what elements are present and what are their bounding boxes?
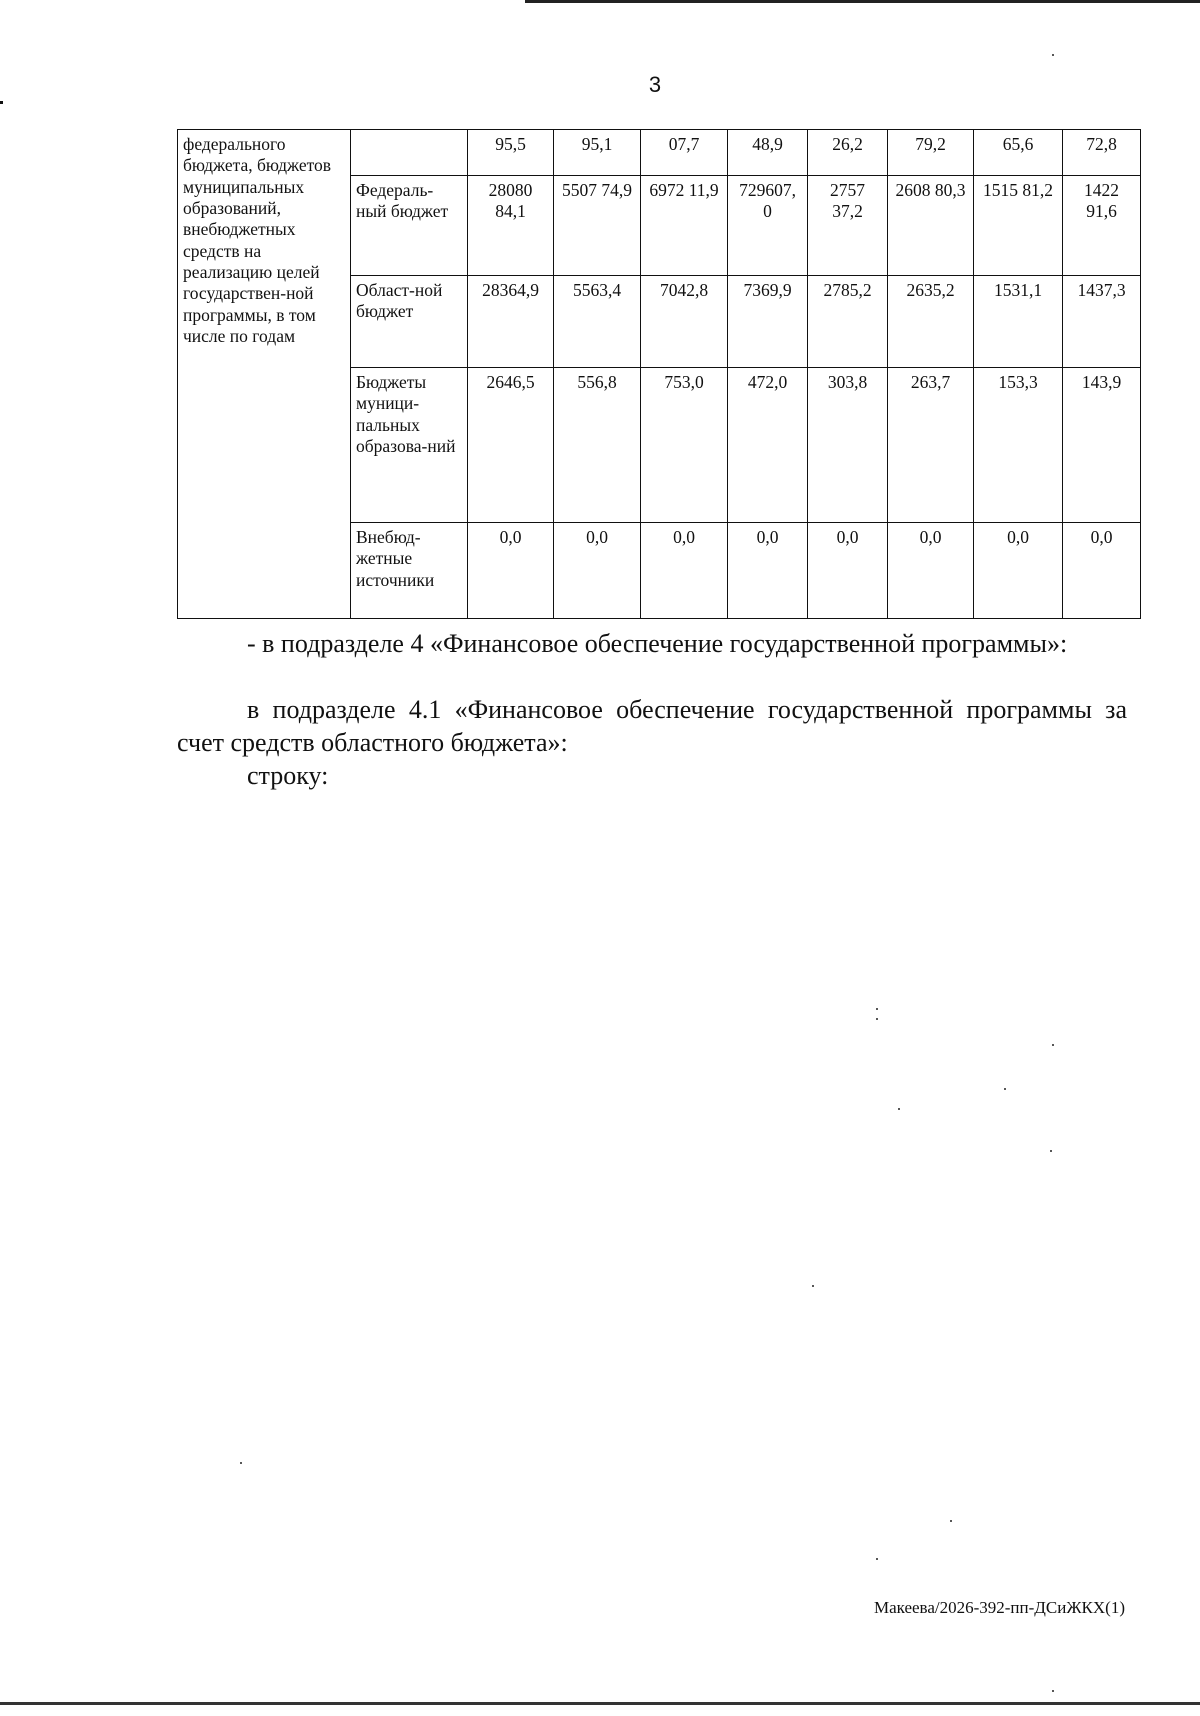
table-cell: 6972 11,9 <box>641 176 728 276</box>
scan-speck <box>1052 1044 1054 1046</box>
table-description-cell: федерального бюджета, бюджетов муниципальных образований, внебюджетных средств на реализацию целей государствен-ной программы, в том числе по годам <box>178 130 351 619</box>
table-row-label: Бюджеты муници-пальных образова-ний <box>351 368 468 523</box>
table-cell: 729607, 0 <box>728 176 808 276</box>
scan-speck <box>950 1520 952 1522</box>
table-cell: 5563,4 <box>554 276 641 368</box>
table-row-label: Федераль-ный бюджет <box>351 176 468 276</box>
table-cell: 7369,9 <box>728 276 808 368</box>
scan-speck <box>898 1108 900 1110</box>
table-cell: 7042,8 <box>641 276 728 368</box>
table-cell: 1515 81,2 <box>974 176 1063 276</box>
table-row-label <box>351 130 468 176</box>
table-cell: 95,1 <box>554 130 641 176</box>
table-cell: 0,0 <box>728 523 808 619</box>
scan-speck <box>876 1018 878 1020</box>
scan-speck <box>1052 1690 1054 1692</box>
table-cell: 0,0 <box>888 523 974 619</box>
table-cell: 28364,9 <box>468 276 554 368</box>
scan-speck <box>1052 54 1054 56</box>
table-cell: 2608 80,3 <box>888 176 974 276</box>
table-cell: 753,0 <box>641 368 728 523</box>
table-row-label: Внебюд-жетные источники <box>351 523 468 619</box>
document-code: Макеева/2026-392-пп-ДСиЖКХ(1) <box>873 1598 1125 1617</box>
table-cell: 0,0 <box>468 523 554 619</box>
table-cell: 0,0 <box>554 523 641 619</box>
table-cell: 472,0 <box>728 368 808 523</box>
paragraph-subsection-4: - в подразделе 4 «Финансовое обеспечение государственной программы»: <box>247 629 1068 658</box>
scan-speck <box>240 1462 242 1464</box>
table-cell: 0,0 <box>1063 523 1141 619</box>
table-cell: 1531,1 <box>974 276 1063 368</box>
table-cell: 556,8 <box>554 368 641 523</box>
table-cell: 28080 84,1 <box>468 176 554 276</box>
table-cell: 48,9 <box>728 130 808 176</box>
table-cell: 95,5 <box>468 130 554 176</box>
paragraph-subsection-4-1: в подразделе 4.1 «Финансовое обеспечение государственной программы за счет средств областного бюджета»: <box>177 695 1127 757</box>
table-cell: 0,0 <box>808 523 888 619</box>
table-cell: 0,0 <box>641 523 728 619</box>
table-cell: 65,6 <box>974 130 1063 176</box>
table-cell: 0,0 <box>974 523 1063 619</box>
table-cell: 1422 91,6 <box>1063 176 1141 276</box>
table-cell: 5507 74,9 <box>554 176 641 276</box>
table-cell: 07,7 <box>641 130 728 176</box>
table-cell: 303,8 <box>808 368 888 523</box>
scan-speck <box>876 1558 878 1560</box>
table-cell: 26,2 <box>808 130 888 176</box>
table-cell: 143,9 <box>1063 368 1141 523</box>
table-cell: 2785,2 <box>808 276 888 368</box>
table-row-label: Област-ной бюджет <box>351 276 468 368</box>
budget-table <box>177 129 1141 619</box>
scan-speck <box>1004 1088 1006 1090</box>
table-cell: 72,8 <box>1063 130 1141 176</box>
table-row <box>178 130 1141 176</box>
scan-edge-top <box>525 0 1200 3</box>
table-cell: 79,2 <box>888 130 974 176</box>
scan-mark <box>0 101 3 104</box>
scan-speck <box>812 1285 814 1287</box>
table-cell: 1437,3 <box>1063 276 1141 368</box>
scan-speck <box>1050 1150 1052 1152</box>
scan-speck <box>876 1008 878 1010</box>
table-cell: 2757 37,2 <box>808 176 888 276</box>
table-cell: 2646,5 <box>468 368 554 523</box>
table-cell: 263,7 <box>888 368 974 523</box>
scan-edge-bottom <box>0 1702 1200 1705</box>
table-cell: 2635,2 <box>888 276 974 368</box>
paragraph-line: строку: <box>247 761 329 790</box>
table-cell: 153,3 <box>974 368 1063 523</box>
page-number: 3 <box>648 72 662 97</box>
